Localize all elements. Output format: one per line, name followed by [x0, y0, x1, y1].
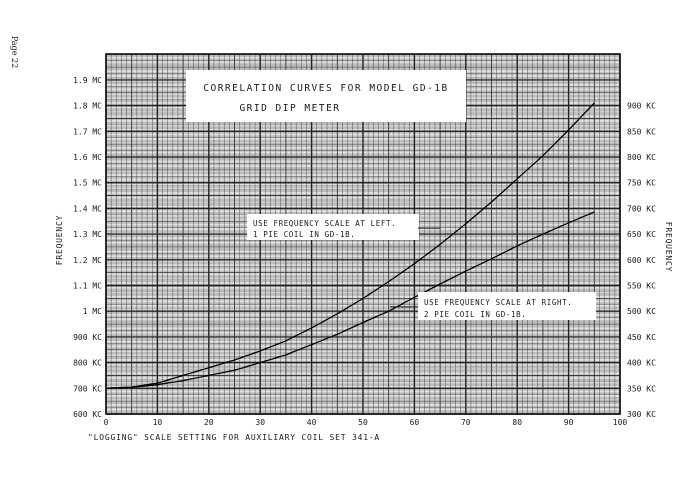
x-axis-label: "LOGGING" SCALE SETTING FOR AUXILIARY COIL SET 341-A: [88, 433, 381, 442]
x-tick-label: 80: [512, 418, 523, 427]
y-left-tick-label: 1.4 MC: [73, 204, 102, 214]
y-right-tick-label: 750 KC: [627, 178, 656, 188]
y-left-tick-label: 700 KC: [73, 384, 102, 394]
y-left-tick-label: 1.1 MC: [73, 281, 102, 291]
annotation-right-line2: 2 PIE COIL IN GD-1B.: [424, 310, 527, 319]
y-right-tick-label: 300 KC: [627, 410, 656, 419]
y-left-tick-label: 1.3 MC: [73, 230, 102, 240]
y-right-tick-label: 550 KC: [627, 281, 656, 291]
y-left-tick-label: 1.6 MC: [73, 153, 102, 162]
annotation-left-line2: 1 PIE COIL IN GD-1B.: [253, 230, 356, 239]
y-axis-label-left: FREQUENCY: [55, 214, 64, 266]
y-left-tick-label: 1.8 MC: [73, 101, 102, 111]
y-left-tick-label: 1.5 MC: [73, 178, 102, 188]
x-tick-label: 50: [358, 418, 368, 427]
x-tick-label: 0: [103, 418, 109, 427]
y-left-tick-label: 600 KC: [73, 410, 102, 419]
y-left-tick-label: 1.9 MC: [73, 75, 102, 85]
annotation-right-line1: USE FREQUENCY SCALE AT RIGHT.: [424, 298, 573, 307]
y-right-tick-label: 350 KC: [627, 384, 656, 394]
y-right-tick-label: 700 KC: [627, 204, 656, 214]
x-tick-label: 40: [306, 418, 317, 427]
x-tick-label: 70: [460, 418, 471, 427]
y-right-tick-label: 600 KC: [627, 255, 656, 265]
y-right-tick-label: 500 KC: [627, 307, 656, 317]
y-left-tick-label: 1.7 MC: [73, 127, 102, 137]
y-left-tick-label: 1.2 MC: [73, 255, 102, 265]
title-box: [186, 70, 466, 122]
y-axis-label-right: FREQUENCY: [664, 221, 673, 273]
y-right-tick-label: 850 KC: [627, 127, 656, 137]
y-right-tick-label: 650 KC: [627, 230, 656, 240]
annotation-left-line1: USE FREQUENCY SCALE AT LEFT.: [253, 219, 397, 228]
y-left-tick-label: 900 KC: [73, 332, 102, 342]
y-left-tick-label: 800 KC: [73, 358, 102, 368]
x-tick-label: 100: [612, 418, 628, 427]
y-left-tick-label: 1 MC: [82, 307, 102, 317]
chart-title: CORRELATION CURVES FOR MODEL GD-1B: [203, 83, 449, 94]
x-tick-label: 30: [255, 418, 266, 427]
chart-subtitle: GRID DIP METER: [239, 103, 341, 114]
x-tick-label: 60: [409, 418, 420, 427]
y-right-tick-label: 400 KC: [627, 358, 656, 368]
page-number: Page 22: [10, 35, 19, 69]
x-tick-label: 20: [203, 418, 214, 427]
y-right-tick-label: 900 KC: [627, 101, 656, 111]
y-right-tick-label: 800 KC: [627, 153, 656, 162]
x-tick-label: 90: [563, 418, 574, 427]
y-right-tick-label: 450 KC: [627, 332, 656, 342]
x-tick-label: 10: [152, 418, 163, 427]
